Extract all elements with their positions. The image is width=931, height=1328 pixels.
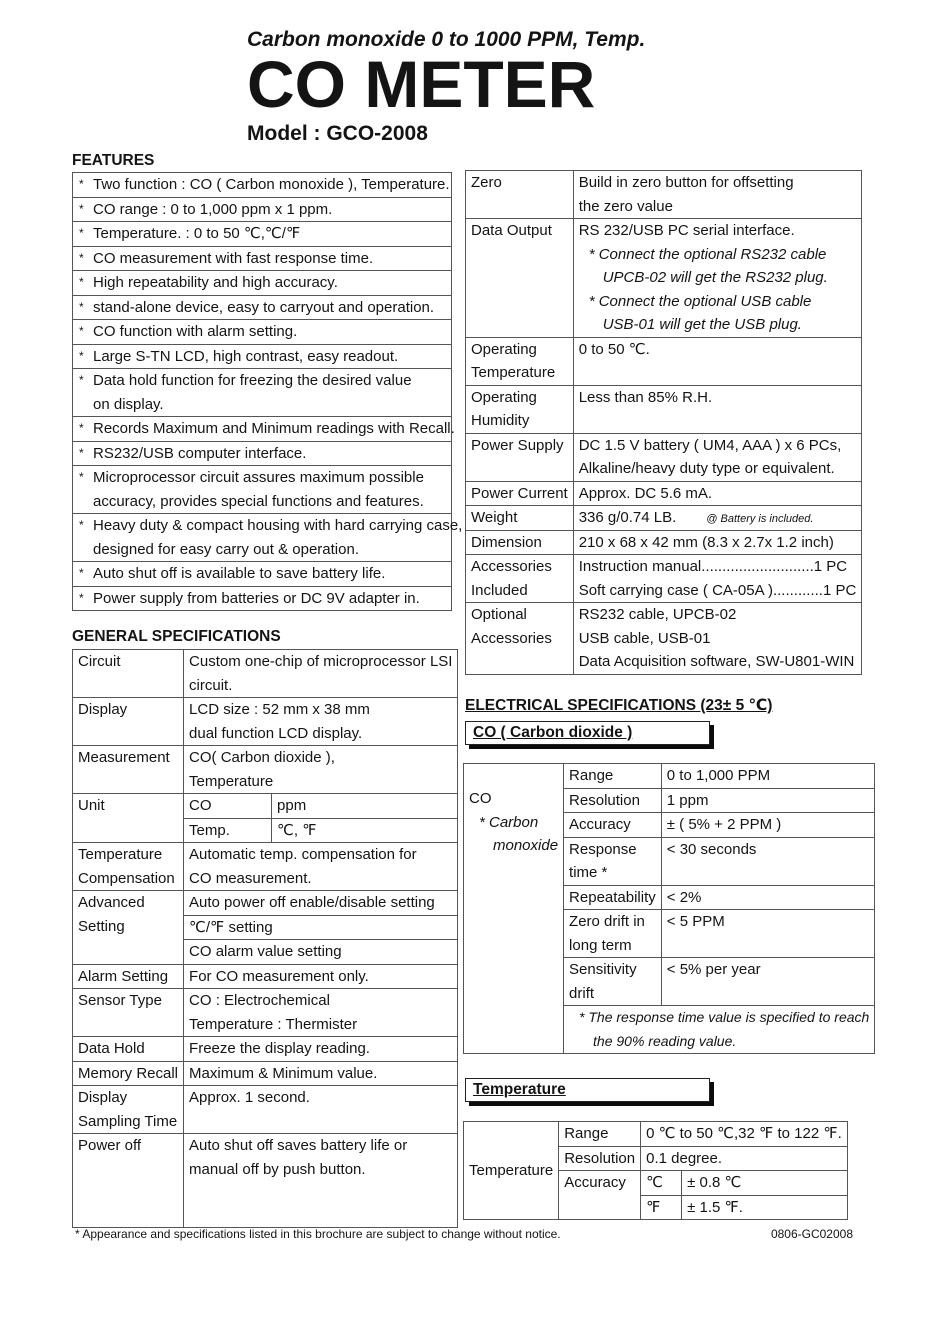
table-row-power-current	[466, 481, 862, 506]
feature-text: Temperature. : 0 to 50 ℃,℃/℉	[93, 225, 301, 242]
co-label: CO	[469, 790, 492, 807]
co-label-note: * Carbon	[479, 813, 539, 831]
row-value: USB cable, USB-01	[578, 629, 711, 647]
header	[247, 28, 645, 146]
row-label: Data Hold	[78, 1040, 145, 1057]
unit-subrow	[184, 819, 457, 843]
row-label: Sampling Time	[78, 1112, 178, 1130]
feature-item	[73, 514, 463, 562]
bullet-icon: *	[79, 590, 84, 605]
row-label: Display	[78, 1089, 128, 1106]
bullet-icon: *	[79, 421, 84, 435]
table-row-circuit	[73, 650, 458, 698]
row-label: Advanced	[78, 894, 145, 911]
feature-text: Heavy duty & compact housing with hard carrying case,	[93, 517, 463, 534]
bullet-icon: *	[79, 201, 84, 216]
footnote-text: the 90% reading value.	[593, 1032, 737, 1049]
unit-value: ℃, ℉	[277, 821, 317, 839]
feature-item	[73, 222, 451, 247]
row-label: Memory Recall	[78, 1064, 179, 1082]
page-footer	[75, 1227, 853, 1242]
feature-item	[73, 345, 451, 370]
table-row-dimension	[466, 530, 862, 555]
row-note: * Connect the optional USB cable	[588, 292, 812, 310]
unit-celsius: ℃	[646, 1174, 663, 1191]
row-value: Alkaline/heavy duty type or equivalent.	[578, 460, 835, 477]
row-label: Power off	[78, 1137, 142, 1154]
feature-text: RS232/USB computer interface.	[93, 444, 307, 462]
footnote-text: * The response time value is specified to reach	[579, 1009, 870, 1025]
features-list	[72, 172, 463, 611]
temperature-column-header: Temperature	[469, 1161, 554, 1179]
row-label: Humidity	[471, 412, 530, 429]
table-row-accessories-included	[466, 555, 862, 603]
row-label: Dimension	[471, 533, 542, 551]
row-label: Accessories	[471, 558, 552, 575]
bullet-icon: *	[79, 275, 84, 289]
feature-item	[73, 442, 451, 467]
feature-text: on display.	[93, 395, 164, 413]
row-label: Response	[569, 840, 637, 858]
general-specifications-heading: GENERAL SPECIFICATIONS	[72, 628, 281, 645]
feature-text: Two function : CO ( Carbon monoxide ), Temperature.	[93, 176, 450, 193]
row-value: Soft carrying case ( CA-05A )............1 PC	[578, 581, 857, 599]
row-label: Accuracy	[569, 816, 631, 833]
table-row-operating-humidity	[466, 385, 862, 433]
table-row-data-output	[466, 219, 862, 338]
table-row-power-off	[73, 1134, 458, 1228]
row-label: Resolution	[569, 791, 640, 809]
row-label: Range	[569, 767, 614, 784]
feature-item	[73, 271, 451, 296]
bullet-icon: *	[79, 518, 84, 532]
row-label: Repeatability	[569, 888, 656, 906]
row-value: manual off by push button.	[189, 1160, 366, 1178]
row-label: Power Supply	[471, 436, 564, 454]
table-row-sensor-type	[73, 989, 458, 1037]
row-label: Sensitivity	[569, 961, 637, 978]
table-row-temperature-compensation	[73, 843, 458, 891]
product-tagline: Carbon monoxide 0 to 1000 PPM, Temp.	[247, 28, 646, 51]
bullet-icon: *	[79, 445, 84, 460]
row-value: circuit.	[189, 676, 233, 694]
row-label: long term	[569, 936, 632, 954]
document-code: 0806-GC02008	[770, 1227, 853, 1241]
row-value: < 2%	[666, 888, 702, 906]
row-note: * Connect the optional RS232 cable	[588, 245, 827, 263]
row-value: ± ( 5% + 2 PPM )	[666, 816, 782, 833]
row-label: Sensor Type	[78, 992, 162, 1009]
table-row-unit	[73, 794, 458, 843]
feature-text: Power supply from batteries or DC 9V adapter in.	[93, 589, 420, 607]
feature-text: Data hold function for freezing the desired value	[93, 372, 412, 389]
electrical-specifications-section	[463, 697, 870, 1220]
setting-item: CO alarm value setting	[189, 943, 342, 960]
row-label: Zero	[471, 174, 502, 191]
feature-text: CO measurement with fast response time.	[93, 249, 374, 267]
features-heading: FEATURES	[72, 152, 155, 169]
disclaimer-note: * Appearance and specifications listed in this brochure are subject to change without notice.	[75, 1227, 561, 1241]
row-value: < 30 seconds	[666, 840, 757, 858]
row-label: Accessories	[471, 629, 552, 647]
row-value: 336 g/0.74 LB.	[578, 509, 677, 526]
table-row-display	[73, 698, 458, 746]
co-section-label: CO ( Carbon dioxide )	[465, 721, 710, 745]
row-value: 0.1 degree.	[646, 1149, 723, 1167]
row-note: USB-01 will get the USB plug.	[602, 316, 802, 333]
model-number: Model : GCO-2008	[247, 122, 428, 145]
feature-item	[73, 587, 451, 611]
row-value: ± 0.8 ℃	[687, 1174, 742, 1191]
general-specifications-section	[72, 628, 452, 1228]
feature-text: Auto shut off is available to save battery life.	[93, 565, 386, 582]
row-value: 0 to 1,000 PPM	[666, 767, 771, 784]
row-value: Temperature : Thermister	[189, 1015, 358, 1033]
feature-item	[73, 173, 451, 198]
row-label: Weight	[471, 509, 518, 526]
row-value: 0 ℃ to 50 ℃,32 ℉ to 122 ℉.	[646, 1125, 842, 1142]
table-row-zero	[466, 171, 862, 219]
bullet-icon: *	[79, 324, 84, 338]
row-label: Setting	[78, 917, 125, 935]
table-row-display-sampling-time	[73, 1086, 458, 1134]
table-row-operating-temperature	[466, 337, 862, 385]
feature-text: accuracy, provides special functions and features.	[93, 492, 424, 510]
row-label: Optional	[471, 606, 527, 623]
row-value: Maximum & Minimum value.	[189, 1064, 378, 1082]
row-label: drift	[569, 984, 595, 1002]
unit-value: ppm	[277, 797, 307, 814]
row-value: DC 1.5 V battery ( UM4, AAA ) x 6 PCs,	[578, 436, 842, 454]
feature-text: Microprocessor circuit assures maximum possible	[93, 469, 424, 486]
setting-item: Auto power off enable/disable setting	[184, 891, 457, 916]
table-row-weight	[466, 506, 862, 531]
bullet-icon: *	[79, 299, 84, 314]
row-value: 0 to 50 ℃.	[578, 340, 650, 358]
table-row-memory-recall	[73, 1061, 458, 1086]
feature-text: Records Maximum and Minimum readings with Recall.	[93, 420, 455, 437]
table-row-alarm-setting	[73, 964, 458, 989]
feature-item	[73, 296, 451, 321]
row-label: Circuit	[78, 653, 121, 670]
bullet-icon: *	[79, 250, 84, 265]
row-value: CO( Carbon dioxide ),	[189, 749, 335, 766]
row-value: 1 ppm	[666, 791, 709, 809]
feature-item	[73, 562, 451, 587]
row-value: dual function LCD display.	[189, 724, 363, 742]
unit-name: CO	[184, 794, 272, 818]
row-label: Accuracy	[564, 1174, 626, 1191]
row-value: CO : Electrochemical	[189, 992, 330, 1009]
feature-text: CO range : 0 to 1,000 ppm x 1 ppm.	[93, 200, 333, 218]
feature-item	[73, 320, 451, 345]
row-value: CO measurement.	[189, 869, 312, 887]
co-column-header	[464, 764, 564, 1054]
row-label: Temperature	[471, 364, 556, 381]
row-value: 210 x 68 x 42 mm (8.3 x 2.7x 1.2 inch)	[578, 533, 834, 551]
row-label: Display	[78, 701, 128, 718]
row-value: Approx. 1 second.	[189, 1089, 310, 1106]
row-label: Unit	[78, 797, 105, 814]
co-label-note: monoxide	[493, 837, 559, 854]
row-value: Auto shut off saves battery life or	[189, 1137, 408, 1154]
row-value: ± 1.5 ℉.	[687, 1198, 743, 1216]
unit-subrow	[184, 794, 457, 819]
row-value: Instruction manual...........................1 PC	[578, 558, 848, 575]
row-label: Measurement	[78, 749, 170, 766]
row-label: Resolution	[564, 1149, 636, 1167]
row-note: UPCB-02 will get the RS232 plug.	[602, 269, 828, 286]
feature-text: Large S-TN LCD, high contrast, easy readout.	[93, 347, 399, 365]
bullet-icon: *	[79, 226, 84, 240]
bullet-icon: *	[79, 348, 84, 363]
row-value: Freeze the display reading.	[189, 1040, 370, 1057]
table-row-optional-accessories	[466, 603, 862, 675]
row-label: Temperature	[78, 846, 163, 863]
co-spec-table	[463, 763, 875, 1054]
row-label: Included	[471, 581, 528, 599]
row-label: Data Output	[471, 222, 552, 239]
row-value: Data Acquisition software, SW-U801-WIN	[578, 653, 855, 670]
row-value: For CO measurement only.	[189, 967, 369, 985]
table-row-data-hold	[73, 1037, 458, 1062]
feature-item	[73, 198, 451, 223]
general-spec-table	[72, 649, 458, 1228]
table-row-co-range	[464, 764, 875, 789]
row-value: Automatic temp. compensation for	[189, 846, 417, 863]
row-label: time *	[569, 864, 608, 881]
row-value: Temperature	[189, 772, 274, 790]
feature-text: designed for easy carry out & operation.	[93, 540, 359, 558]
row-value: Less than 85% R.H.	[578, 388, 713, 406]
row-value: Build in zero button for offsetting	[578, 174, 794, 191]
row-label: Operating	[471, 340, 537, 358]
temperature-spec-table	[463, 1121, 848, 1220]
bullet-icon: *	[79, 373, 84, 387]
table-row-advanced-setting	[73, 891, 458, 965]
row-label: Power Current	[471, 484, 568, 502]
product-title: CO METER	[247, 47, 596, 121]
feature-text: CO function with alarm setting.	[93, 323, 298, 340]
row-value: Custom one-chip of microprocessor LSI	[189, 653, 453, 670]
row-label: Zero drift in	[569, 913, 645, 930]
feature-item	[73, 369, 451, 417]
row-value: RS 232/USB PC serial interface.	[578, 222, 795, 239]
row-value: < 5% per year	[666, 961, 761, 978]
row-value: Approx. DC 5.6 mA.	[578, 484, 713, 502]
unit-fahrenheit: ℉	[646, 1198, 661, 1216]
row-value: < 5 PPM	[666, 913, 725, 930]
row-value: LCD size : 52 mm x 38 mm	[189, 701, 370, 718]
row-label: Operating	[471, 388, 537, 406]
table-row-measurement	[73, 746, 458, 794]
feature-item	[73, 247, 451, 272]
bullet-icon: *	[79, 470, 84, 484]
feature-text: High repeatability and high accuracy.	[93, 274, 338, 291]
bullet-icon: *	[79, 177, 84, 191]
table-row-temp-range	[464, 1122, 848, 1147]
setting-item: ℃/℉ setting	[184, 916, 457, 941]
bullet-icon: *	[79, 566, 84, 580]
feature-item	[73, 466, 451, 514]
unit-name: Temp.	[184, 819, 272, 843]
electrical-specifications-heading: ELECTRICAL SPECIFICATIONS (23± 5 ℃)	[465, 697, 773, 714]
interface-spec-table	[465, 170, 862, 675]
feature-item	[73, 417, 455, 442]
temperature-section-label: Temperature	[465, 1078, 710, 1102]
battery-note: @ Battery is included.	[706, 513, 814, 525]
row-value: RS232 cable, UPCB-02	[578, 606, 737, 623]
row-label: Alarm Setting	[78, 967, 169, 985]
row-value: the zero value	[578, 197, 673, 215]
row-label: Compensation	[78, 869, 175, 887]
row-label: Range	[564, 1125, 609, 1142]
table-row-power-supply	[466, 433, 862, 481]
features-section	[72, 152, 463, 611]
feature-text: stand-alone device, easy to carryout and operation.	[93, 298, 435, 316]
